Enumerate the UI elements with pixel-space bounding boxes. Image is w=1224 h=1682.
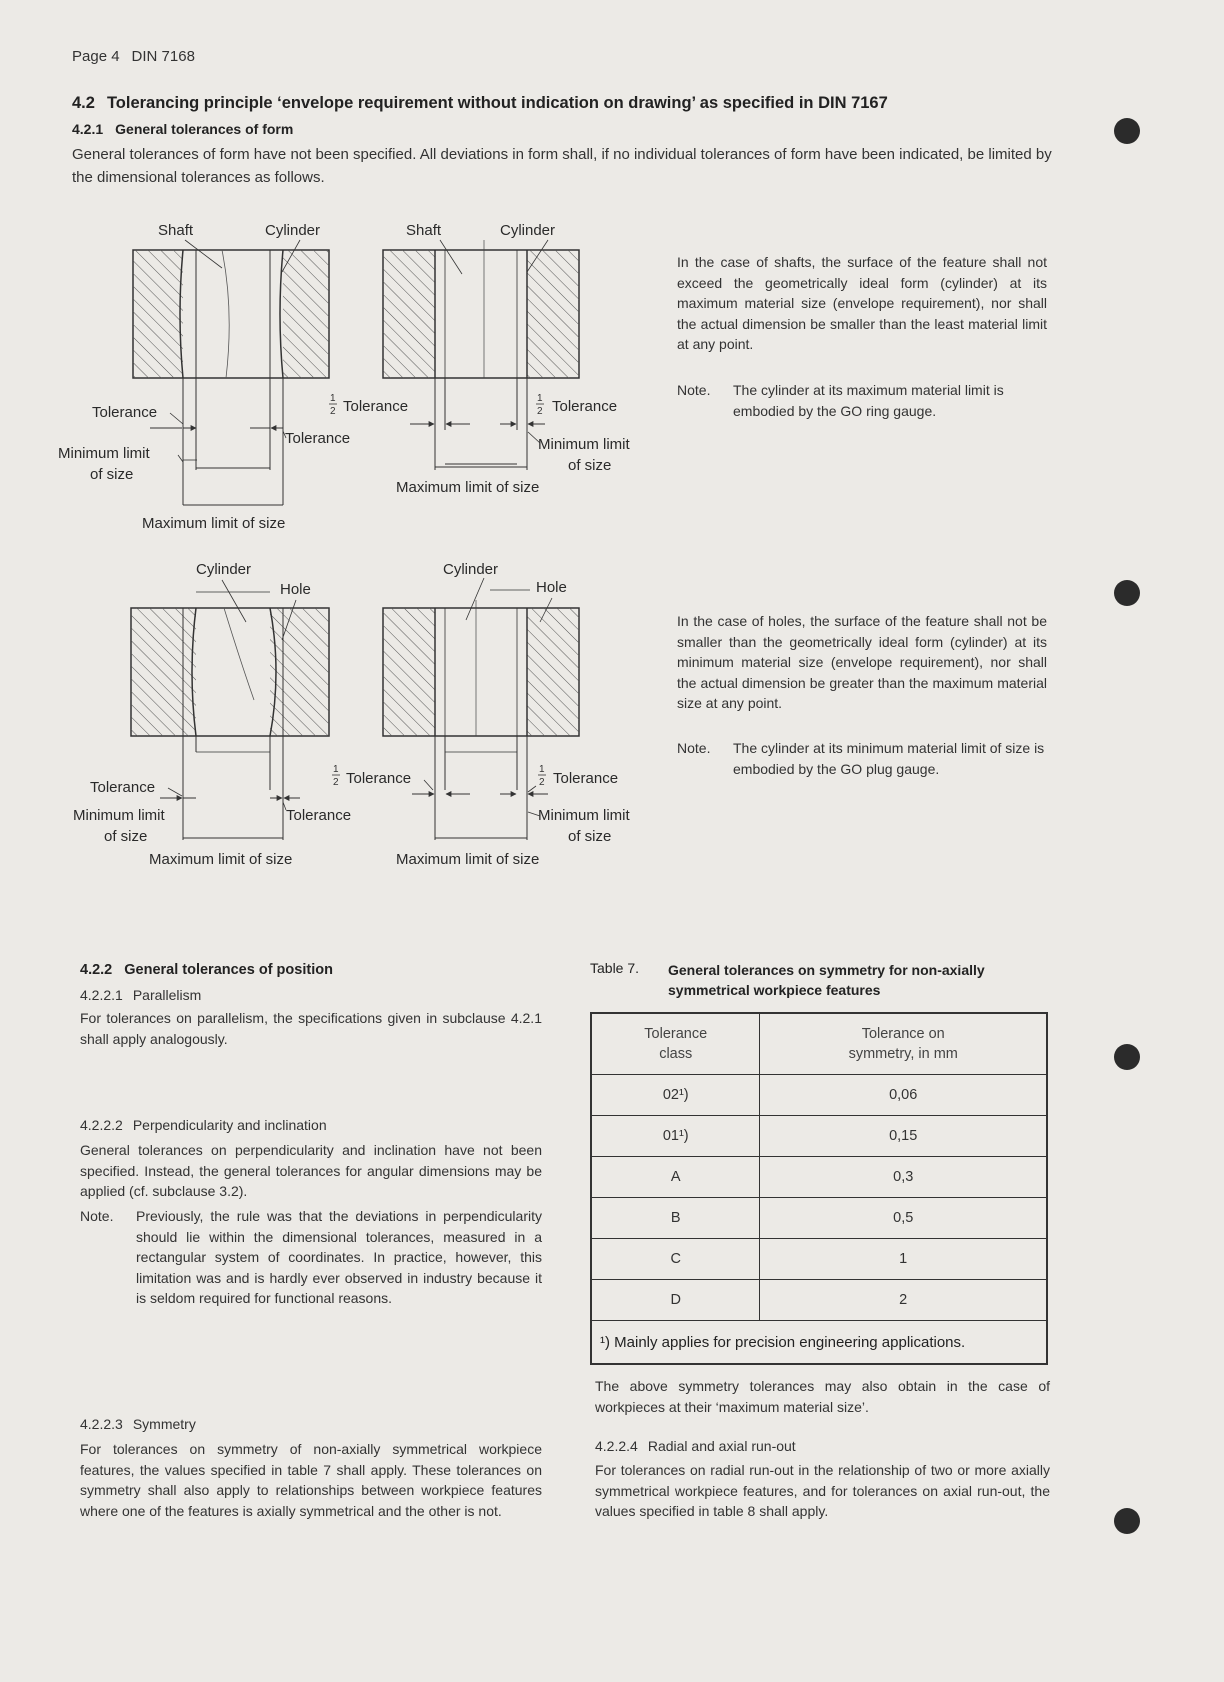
table-caption-text: General tolerances on symmetry for non-axially symmetrical workpiece features bbox=[668, 962, 985, 998]
parallelism-paragraph: For tolerances on parallelism, the specifications given in subclause 4.2.1 shall apply analogously. bbox=[80, 1010, 542, 1047]
heading-4221 bbox=[80, 987, 201, 1003]
heading-number: 4.2.2 bbox=[80, 962, 113, 978]
symmetry-paragraph: For tolerances on symmetry of non-axially symmetrical workpiece features, the values specified in table 7 shall apply. These tolerances on symmetry shall also apply to relationships between workpiece features where one of the features is axially symmetrical and the other is not. bbox=[80, 1441, 542, 1519]
frac-num-2b: 1 bbox=[537, 393, 543, 404]
cell-class: B bbox=[591, 1198, 760, 1239]
cell-value: 0,06 bbox=[760, 1075, 1047, 1116]
table-row bbox=[591, 1280, 1047, 1321]
heading-title: General tolerances of position bbox=[124, 962, 333, 978]
table-footnote-row bbox=[591, 1321, 1047, 1365]
cell-value: 0,5 bbox=[760, 1198, 1047, 1239]
intro-paragraph: General tolerances of form have not been specified. All deviations in form shall, if no individual tolerances of form have been indicated, be limited by the dimensional tolerances as follows. bbox=[72, 146, 1052, 186]
cell-value: 0,15 bbox=[760, 1116, 1047, 1157]
cell-class: C bbox=[591, 1239, 760, 1280]
shafts-note bbox=[677, 380, 1047, 421]
table-row bbox=[591, 1116, 1047, 1157]
table-row bbox=[591, 1198, 1047, 1239]
section-title: Tolerancing principle ‘envelope requirement without indication on drawing’ as specified in DIN 7167 bbox=[106, 94, 888, 112]
holes-note bbox=[677, 738, 1047, 779]
note-label: Note. bbox=[677, 382, 711, 398]
heading-title: Radial and axial run-out bbox=[647, 1438, 796, 1454]
label-shaft-1: Shaft bbox=[158, 222, 194, 239]
label-min-limit-1b: of size bbox=[90, 466, 134, 483]
punch-hole bbox=[1114, 580, 1140, 606]
table7 bbox=[590, 1012, 1048, 1365]
figure-hole-2 bbox=[383, 600, 579, 840]
perpendicularity-paragraph: General tolerances on perpendicularity and inclination have not been specified. Instead, the general tolerances for angular dimensions may be applied (cf. subclause 3.2). bbox=[80, 1142, 542, 1199]
table-row bbox=[591, 1075, 1047, 1116]
label-max-limit-1: Maximum limit of size bbox=[142, 515, 286, 532]
standard-id: DIN 7168 bbox=[131, 48, 195, 65]
frac-den-4a: 2 bbox=[333, 777, 339, 788]
heading-number: 4.2.2.2 bbox=[80, 1117, 123, 1133]
col-header-class: Tolerance class bbox=[591, 1013, 760, 1075]
label-shaft-2: Shaft bbox=[406, 222, 442, 239]
label-min-limit-2b: of size bbox=[568, 457, 612, 474]
label-half-tolerance-2a: Tolerance bbox=[343, 398, 409, 415]
note-label: Note. bbox=[80, 1208, 114, 1224]
label-min-limit-3b: of size bbox=[104, 828, 148, 845]
cell-class: 01¹) bbox=[591, 1116, 760, 1157]
label-max-limit-3: Maximum limit of size bbox=[149, 851, 293, 868]
punch-hole bbox=[1114, 118, 1140, 144]
after-table-paragraph: The above symmetry tolerances may also obtain in the case of workpieces at their ‘maximum material size’. bbox=[595, 1378, 1050, 1415]
heading-number: 4.2.2.3 bbox=[80, 1416, 123, 1432]
table-row bbox=[591, 1239, 1047, 1280]
cell-value: 0,3 bbox=[760, 1157, 1047, 1198]
note-text: The cylinder at its minimum material limit of size is embodied by the GO plug gauge. bbox=[733, 740, 1045, 777]
heading-title: Parallelism bbox=[132, 987, 202, 1003]
page-number: Page 4 bbox=[72, 48, 120, 65]
label-min-limit-2a: Minimum limit bbox=[538, 436, 630, 453]
heading-title: Perpendicularity and inclination bbox=[132, 1117, 327, 1133]
table-footnote: ¹) Mainly applies for precision engineering applications. bbox=[591, 1321, 1047, 1365]
frac-num-4b: 1 bbox=[539, 764, 545, 775]
note-text: The cylinder at its maximum material limit is embodied by the GO ring gauge. bbox=[733, 382, 1004, 419]
cell-class: A bbox=[591, 1157, 760, 1198]
label-cylinder-3: Cylinder bbox=[196, 561, 252, 578]
label-min-limit-4a: Minimum limit bbox=[538, 807, 630, 824]
frac-num-2a: 1 bbox=[330, 393, 336, 404]
cell-class: 02¹) bbox=[591, 1075, 760, 1116]
holes-paragraph: In the case of holes, the surface of the feature shall not be smaller than the geometrically ideal form (cylinder) at its minimum material size (envelope requirement), nor shall the actual dimension be greater than the maximum material size at any point. bbox=[677, 613, 1047, 711]
subsection-title: General tolerances of form bbox=[115, 121, 294, 137]
label-min-limit-4b: of size bbox=[568, 828, 612, 845]
heading-title: Symmetry bbox=[132, 1416, 196, 1432]
figure-hole-1 bbox=[131, 608, 329, 840]
label-max-limit-4: Maximum limit of size bbox=[396, 851, 540, 868]
shafts-paragraph: In the case of shafts, the surface of the feature shall not exceed the geometrically ideal form (cylinder) at its maximum material size (envelope requirement), nor shall the actual dimension be smaller than the least material limit at any point. bbox=[677, 254, 1047, 352]
cell-value: 1 bbox=[760, 1239, 1047, 1280]
punch-hole bbox=[1114, 1508, 1140, 1534]
label-tolerance-1a: Tolerance bbox=[92, 404, 158, 421]
frac-num-4a: 1 bbox=[333, 764, 339, 775]
subsection-number: 4.2.1 bbox=[72, 121, 104, 137]
note-label: Note. bbox=[677, 740, 711, 756]
label-cylinder-1: Cylinder bbox=[265, 222, 321, 239]
label-min-limit-1a: Minimum limit bbox=[58, 445, 150, 462]
col-header-symmetry: Tolerance on symmetry, in mm bbox=[760, 1013, 1047, 1075]
label-half-tolerance-2b: Tolerance bbox=[552, 398, 618, 415]
table-row bbox=[591, 1157, 1047, 1198]
label-min-limit-3a: Minimum limit bbox=[73, 807, 165, 824]
label-tolerance-3b: Tolerance bbox=[286, 807, 352, 824]
label-hole-4: Hole bbox=[536, 579, 567, 596]
punch-hole bbox=[1114, 1044, 1140, 1070]
tolerance-figures bbox=[0, 0, 700, 880]
table-label: Table 7. bbox=[590, 960, 640, 976]
note-text: Previously, the rule was that the deviations in perpendicularity should lie within the dimensional tolerances, measured in a rectangular system of coordinates. In practice, however, this limitation was and is hardly ever observed in industry because it is seldom required for functional reasons. bbox=[136, 1208, 542, 1306]
heading-4222 bbox=[80, 1117, 327, 1133]
label-max-limit-2: Maximum limit of size bbox=[396, 479, 540, 496]
frac-den-2a: 2 bbox=[330, 406, 336, 417]
heading-4224 bbox=[595, 1438, 796, 1454]
cell-class: D bbox=[591, 1280, 760, 1321]
label-half-tolerance-4b: Tolerance bbox=[553, 770, 619, 787]
figure-shaft-1 bbox=[133, 250, 329, 505]
label-tolerance-3a: Tolerance bbox=[90, 779, 156, 796]
cell-value: 2 bbox=[760, 1280, 1047, 1321]
heading-422 bbox=[80, 962, 333, 978]
heading-number: 4.2.2.4 bbox=[595, 1438, 638, 1454]
runout-paragraph: For tolerances on radial run-out in the relationship of two or more axially symmetrical workpiece features, and for tolerances on axial run-out, the values specified in table 8 shall apply. bbox=[595, 1462, 1050, 1519]
label-tolerance-1b: Tolerance bbox=[285, 430, 351, 447]
label-cylinder-2: Cylinder bbox=[500, 222, 556, 239]
label-cylinder-4: Cylinder bbox=[443, 561, 499, 578]
section-number: 4.2 bbox=[72, 94, 95, 112]
heading-4223 bbox=[80, 1416, 196, 1432]
label-hole-3: Hole bbox=[280, 581, 311, 598]
perpendicularity-note bbox=[80, 1206, 542, 1309]
heading-number: 4.2.2.1 bbox=[80, 987, 123, 1003]
table7-caption bbox=[590, 960, 1055, 1000]
frac-den-2b: 2 bbox=[537, 406, 543, 417]
label-half-tolerance-4a: Tolerance bbox=[346, 770, 412, 787]
frac-den-4b: 2 bbox=[539, 777, 545, 788]
